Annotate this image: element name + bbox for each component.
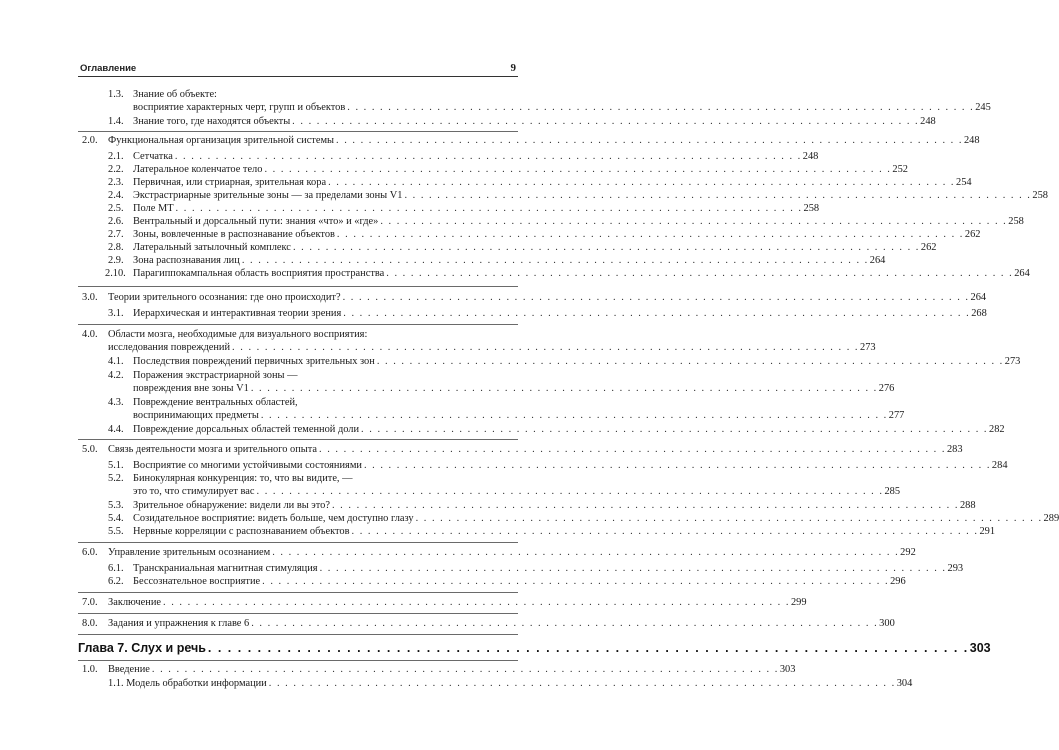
entry-page: 277: [888, 410, 905, 421]
leader-dots: . . . . . . . . . . . . . . . . . . . . . . . . . . . . . . . . . . . . . . . . . . . . . . . . . . . . . . . . . . . . . . . . . . . . . . . . . . . . .: [380, 216, 1008, 227]
toc-entry[interactable]: [108, 215, 1024, 228]
entry-title: Латеральное коленчатое тело: [133, 164, 263, 175]
toc-entry[interactable]: [108, 189, 1048, 202]
entry-leader: [133, 163, 908, 176]
entry-page: 258: [1032, 190, 1048, 201]
toc-entry[interactable]: [108, 163, 908, 176]
entry-leader: [133, 423, 1005, 436]
leader-dots: . . . . . . . . . . . . . . . . . . . . . . . . . . . . . . . . . . . . . . . . . . . . . . . . . . . . . . . . . . . . . . . . . . . . . . . . . . . . .: [260, 410, 888, 421]
entry-page: 268: [971, 308, 987, 319]
entry-number: 2.4.: [108, 190, 124, 201]
entry-title: Зрительное обнаружение: видели ли вы это?: [133, 500, 330, 511]
entry-leader: [108, 341, 876, 354]
entry-page: 285: [884, 486, 901, 497]
toc-entry[interactable]: [82, 617, 895, 630]
leader-dots: . . . . . . . . . . . . . . . . . . . . . . . . . . . . . . . . . . . . . . . . . . . . . . . . . . . . . . . . . . . . . . . . . . . . . . . . . . . . .: [262, 576, 890, 587]
entry-number: 6.1.: [108, 563, 124, 574]
entry-number: 5.4.: [108, 513, 124, 524]
section-divider: [78, 613, 518, 614]
leader-dots: . . . . . . . . . . . . . . . . . . . . . . . . . . . . . . . . . . . . . . . . . . . . . . . . . . . . . . . . . . . . . . . . . . . . . . . . . . . . .: [264, 164, 892, 175]
section-divider: [78, 286, 518, 287]
entry-leader: [133, 575, 906, 588]
toc-entry[interactable]: [108, 355, 1021, 368]
entry-title: Функциональная организация зрительной системы: [108, 135, 335, 146]
toc-entry[interactable]: [108, 307, 987, 320]
entry-title: Поле МТ: [133, 203, 174, 214]
toc-entry[interactable]: [108, 499, 976, 512]
entry-leader: [133, 101, 991, 114]
leader-dots: . . . . . . . . . . . . . . . . . . . . . . . . . . . . . . . . . . . . . . . . . . . . . . . . . . . . . . . . . . . . . . . . . . . . . . . . . . . . .: [272, 547, 900, 558]
leader-dots: . . . . . . . . . . . . . . . . . . . . . . . . . . . . . . . . . . . . . . . . . . . . . . . . . . . . . . . . . . . . . . . . . . . . . . . . . . . . .: [386, 268, 1014, 279]
entry-number: 2.5.: [108, 203, 124, 214]
section-divider: [78, 660, 518, 661]
section-divider: [78, 324, 518, 325]
entry-number: 2.10.: [105, 268, 126, 279]
toc-entry[interactable]: [108, 423, 1005, 436]
entry-number: 3.1.: [108, 308, 124, 319]
entry-leader: [133, 459, 1008, 472]
leader-dots: . . . . . . . . . . . . . . . . . . . . . . . . . . . . . . . . . . . . . . . . . . . . . . . . . . . . . . . . . . . . . . . . . . . . . . . . . . . . .: [292, 116, 920, 127]
entry-number: 8.0.: [82, 618, 98, 629]
toc-entry[interactable]: [133, 409, 905, 422]
entry-leader: [133, 512, 1059, 525]
entry-title: Знание того, где находятся объекты: [133, 116, 291, 127]
entry-number: 2.8.: [108, 242, 124, 253]
entry-number: 5.3.: [108, 500, 124, 511]
toc-entry-number: [108, 88, 133, 101]
entry-title: Парагиппокампальная область восприятия пространства: [133, 268, 385, 279]
toc-entry[interactable]: [82, 546, 916, 559]
entry-title: Повреждение дорсальных областей теменной доли: [133, 424, 360, 435]
entry-leader: [108, 443, 963, 456]
entry-number: 7.0.: [82, 597, 98, 608]
entry-number: 2.3.: [108, 177, 124, 188]
toc-entry[interactable]: [108, 512, 1059, 525]
entry-title: Введение: [108, 664, 150, 675]
entry-number: 3.0.: [82, 292, 98, 303]
toc-entry[interactable]: [108, 341, 876, 354]
entry-title: Последствия повреждений первичных зрительных зон: [133, 356, 375, 367]
leader-dots: . . . . . . . . . . . . . . . . . . . . . . . . . . . . . . . . . . . . . . . . . . . . . . . . . . . . . . . . . . . . . . . . . . . . . . . . . . . . .: [256, 486, 884, 497]
entry-page: 262: [964, 229, 981, 240]
entry-leader: [133, 228, 981, 241]
entry-title: Транскраниальная магнитная стимуляция: [133, 563, 318, 574]
entry-title: Сетчатка: [133, 151, 173, 162]
section-divider: [78, 634, 518, 635]
entry-page: 300: [879, 618, 895, 629]
entry-page: 262: [920, 242, 937, 253]
entry-leader: [133, 525, 996, 538]
entry-title: Области мозга, необходимые для визуального восприятия:: [108, 329, 368, 340]
entry-number: 5.0.: [82, 444, 98, 455]
entry-page: 304: [896, 678, 913, 689]
leader-dots: . . . . . . . . . . . . . . . . . . . . . . . . . . . . . . . . . . . . . . . . . . . . . . . . . . . . . . . . . . . . . . . . . . . . . . . . . . . . .: [342, 292, 970, 303]
entry-number: 5.5.: [108, 526, 124, 537]
entry-page: 264: [970, 292, 987, 303]
entry-leader: [108, 663, 796, 676]
entry-leader: [133, 267, 1030, 280]
leader-dots: . . . . . . . . . . . . . . . . . . . . . . . . . . . . . . . . . . . . . . . . . . . . . . . . . . . . . . . . . . . . . . . . . . . . . . . . . . . . .: [268, 678, 896, 689]
entry-leader: [133, 189, 1048, 202]
leader-dots: . . . . . . . . . . . . . . . . . . . . . . . . . . . . . . . . . . . . . . . . . . . . . . . . . . . . . . . . . . . . . . . . . . . . . . . . . . . . .: [351, 526, 979, 537]
leader-dots: . . . . . . . . . . . . . . . . . . . . . . . . . . . . . . . . . . . . . . . . . . . . . . . . . . . . . . . . . . . . . . . . . . . . . . . . . . . . .: [207, 641, 969, 655]
entry-number: 2.1.: [108, 151, 124, 162]
entry-title: восприятие характерных черт, групп и объектов: [133, 102, 346, 113]
entry-title: 1.1. Модель обработки информации: [108, 678, 267, 689]
header-page-number: 9: [510, 62, 516, 74]
entry-title: Зоны, вовлеченные в распознавание объектов: [133, 229, 335, 240]
entry-page: 293: [947, 563, 964, 574]
leader-dots: . . . . . . . . . . . . . . . . . . . . . . . . . . . . . . . . . . . . . . . . . . . . . . . . . . . . . . . . . . . . . . . . . . . . . . . . . . . . .: [250, 383, 878, 394]
toc-entry[interactable]: [108, 575, 906, 588]
entry-title: повреждения вне зоны V1: [133, 383, 249, 394]
toc-entry-text: [133, 88, 513, 101]
toc-entry[interactable]: [108, 228, 981, 241]
entry-page: 258: [803, 203, 820, 214]
entry-page: 291: [979, 526, 996, 537]
entry-number: 2.0.: [82, 135, 98, 146]
entry-page: 288: [959, 500, 976, 511]
leader-dots: . . . . . . . . . . . . . . . . . . . . . . . . . . . . . . . . . . . . . . . . . . . . . . . . . . . . . . . . . . . . . . . . . . . . . . . . . . . . .: [292, 242, 920, 253]
entry-title: Первичная, или стриарная, зрительная кора: [133, 177, 327, 188]
chapter-title: Глава 7. Слух и речь: [78, 641, 206, 655]
entry-leader: [133, 150, 819, 163]
entry-title: это то, что стимулирует вас: [133, 486, 255, 497]
section-divider: [78, 542, 518, 543]
toc-entry[interactable]: [133, 101, 991, 114]
entry-title: Экстрастриарные зрительные зоны — за пределами зоны V1: [133, 190, 403, 201]
entry-page: 264: [869, 255, 886, 266]
toc-entry[interactable]: [108, 677, 913, 690]
entry-leader: [133, 254, 886, 267]
leader-dots: . . . . . . . . . . . . . . . . . . . . . . . . . . . . . . . . . . . . . . . . . . . . . . . . . . . . . . . . . . . . . . . . . . . . . . . . . . . . .: [175, 203, 803, 214]
entry-number: 4.2.: [108, 370, 124, 381]
entry-number: 5.2.: [108, 473, 124, 484]
header-title: Оглавление: [80, 63, 137, 74]
entry-title: Восприятие со многими устойчивыми состояниями: [133, 460, 362, 471]
entry-title: Знание об объекте:: [133, 89, 217, 100]
toc-entry[interactable]: [108, 459, 1008, 472]
toc-entry[interactable]: [82, 134, 980, 147]
entry-number: 2.9.: [108, 255, 124, 266]
entry-title: Вентральный и дорсальный пути: знания «что» и «где»: [133, 216, 379, 227]
leader-dots: . . . . . . . . . . . . . . . . . . . . . . . . . . . . . . . . . . . . . . . . . . . . . . . . . . . . . . . . . . . . . . . . . . . . . . . . . . . . .: [241, 255, 869, 266]
entry-page: 258: [1008, 216, 1024, 227]
entry-leader: [133, 382, 895, 395]
entry-number: 1.0.: [82, 664, 98, 675]
entry-number: 1.4.: [108, 116, 124, 127]
leader-dots: . . . . . . . . . . . . . . . . . . . . . . . . . . . . . . . . . . . . . . . . . . . . . . . . . . . . . . . . . . . . . . . . . . . . . . . . . . . . .: [376, 356, 1004, 367]
entry-title: Зона распознавания лиц: [133, 255, 240, 266]
entry-number: 4.4.: [108, 424, 124, 435]
entry-number: 2.6.: [108, 216, 124, 227]
entry-leader: [108, 291, 987, 304]
entry-leader: [133, 485, 901, 498]
leader-dots: . . . . . . . . . . . . . . . . . . . . . . . . . . . . . . . . . . . . . . . . . . . . . . . . . . . . . . . . . . . . . . . . . . . . . . . . . . . . .: [415, 513, 1043, 524]
chapter-page: 303: [969, 641, 991, 655]
entry-leader: [108, 617, 895, 630]
entry-number: 1.3.: [108, 89, 124, 100]
leader-dots: . . . . . . . . . . . . . . . . . . . . . . . . . . . . . . . . . . . . . . . . . . . . . . . . . . . . . . . . . . . . . . . . . . . . . . . . . . . . .: [336, 135, 963, 146]
entry-page: 283: [946, 444, 963, 455]
leader-dots: . . . . . . . . . . . . . . . . . . . . . . . . . . . . . . . . . . . . . . . . . . . . . . . . . . . . . . . . . . . . . . . . . . . . . . . . . . . . .: [174, 151, 802, 162]
entry-leader: [133, 215, 1024, 228]
toc-entry-number: [82, 328, 518, 341]
entry-leader: [108, 596, 807, 609]
toc-entry[interactable]: [108, 150, 819, 163]
entry-leader: [133, 355, 1021, 368]
entry-number: 6.2.: [108, 576, 124, 587]
toc-entry[interactable]: [133, 382, 895, 395]
toc-entry[interactable]: [82, 443, 963, 456]
toc-entry[interactable]: [108, 202, 820, 215]
section-divider: [78, 592, 518, 593]
entry-number: 2.7.: [108, 229, 124, 240]
leader-dots: . . . . . . . . . . . . . . . . . . . . . . . . . . . . . . . . . . . . . . . . . . . . . . . . . . . . . . . . . . . . . . . . . . . . . . . . . . . . .: [328, 177, 956, 188]
entry-page: 284: [991, 460, 1008, 471]
toc-entry[interactable]: [105, 267, 1030, 280]
toc-entry[interactable]: [108, 254, 886, 267]
entry-page: 254: [956, 177, 972, 188]
leader-dots: . . . . . . . . . . . . . . . . . . . . . . . . . . . . . . . . . . . . . . . . . . . . . . . . . . . . . . . . . . . . . . . . . . . . . . . . . . . . .: [347, 102, 975, 113]
leader-dots: . . . . . . . . . . . . . . . . . . . . . . . . . . . . . . . . . . . . . . . . . . . . . . . . . . . . . . . . . . . . . . . . . . . . . . . . . . . . .: [319, 444, 946, 455]
entry-page: 245: [975, 102, 991, 113]
leader-dots: . . . . . . . . . . . . . . . . . . . . . . . . . . . . . . . . . . . . . . . . . . . . . . . . . . . . . . . . . . . . . . . . . . . . . . . . . . . . .: [163, 597, 790, 608]
leader-dots: . . . . . . . . . . . . . . . . . . . . . . . . . . . . . . . . . . . . . . . . . . . . . . . . . . . . . . . . . . . . . . . . . . . . . . . . . . . . .: [331, 500, 959, 511]
chapter-heading[interactable]: [78, 640, 991, 656]
entry-leader: [133, 499, 976, 512]
entry-leader: [133, 307, 987, 320]
entry-leader: [108, 677, 913, 690]
entry-title: Заключение: [108, 597, 161, 608]
entry-title: Задания и упражнения к главе 6: [108, 618, 250, 629]
entry-number: 4.0.: [82, 329, 98, 340]
entry-number: 4.3.: [108, 397, 124, 408]
leader-dots: . . . . . . . . . . . . . . . . . . . . . . . . . . . . . . . . . . . . . . . . . . . . . . . . . . . . . . . . . . . . . . . . . . . . . . . . . . . . .: [251, 618, 879, 629]
entry-title: Связь деятельности мозга и зрительного опыта: [108, 444, 318, 455]
entry-page: 276: [878, 383, 895, 394]
toc-entry[interactable]: [82, 663, 796, 676]
toc-entry-number: [108, 369, 518, 382]
entry-title: Повреждение вентральных областей,: [133, 397, 298, 408]
toc-entry-number: [108, 472, 518, 485]
entry-title: Поражения экстрастриарной зоны —: [133, 370, 298, 381]
toc-entry[interactable]: [108, 176, 972, 189]
toc-entry[interactable]: [108, 115, 936, 128]
entry-title: Теории зрительного осознания: где оно происходит?: [108, 292, 341, 303]
leader-dots: . . . . . . . . . . . . . . . . . . . . . . . . . . . . . . . . . . . . . . . . . . . . . . . . . . . . . . . . . . . . . . . . . . . . . . . . . . . . .: [336, 229, 964, 240]
entry-page: 248: [802, 151, 819, 162]
entry-page: 292: [900, 547, 916, 558]
entry-title: Бессознательное восприятие: [133, 576, 261, 587]
toc-entry[interactable]: [108, 525, 996, 538]
entry-leader: [133, 202, 820, 215]
entry-title: Иерархическая и интерактивная теории зрения: [133, 308, 342, 319]
leader-dots: . . . . . . . . . . . . . . . . . . . . . . . . . . . . . . . . . . . . . . . . . . . . . . . . . . . . . . . . . . . . . . . . . . . . . . . . . . . . .: [361, 424, 988, 435]
entry-page: 273: [860, 342, 876, 353]
entry-title: Управление зрительным осознанием: [108, 547, 271, 558]
entry-page: 248: [920, 116, 936, 127]
toc-entry[interactable]: [82, 596, 807, 609]
toc-entry-number: [108, 396, 518, 409]
leader-dots: . . . . . . . . . . . . . . . . . . . . . . . . . . . . . . . . . . . . . . . . . . . . . . . . . . . . . . . . . . . . . . . . . . . . . . . . . . . . .: [151, 664, 779, 675]
entry-leader: [108, 134, 980, 147]
entry-leader: [133, 409, 905, 422]
entry-page: 296: [890, 576, 906, 587]
entry-page: 303: [779, 664, 796, 675]
toc-entry[interactable]: [108, 562, 964, 575]
leader-dots: . . . . . . . . . . . . . . . . . . . . . . . . . . . . . . . . . . . . . . . . . . . . . . . . . . . . . . . . . . . . . . . . . . . . . . . . . . . . .: [363, 460, 991, 471]
entry-title: Нервные корреляции с распознаванием объектов: [133, 526, 350, 537]
entry-title: воспринимающих предметы: [133, 410, 259, 421]
entry-page: 273: [1004, 356, 1021, 367]
section-divider: [78, 131, 518, 132]
toc-entry[interactable]: [133, 485, 901, 498]
entry-page: 264: [1014, 268, 1030, 279]
section-divider: [78, 439, 518, 440]
entry-number: 5.1.: [108, 460, 124, 471]
entry-leader: [108, 546, 916, 559]
entry-page: 282: [989, 424, 1005, 435]
entry-number: 4.1.: [108, 356, 124, 367]
entry-page: 299: [790, 597, 807, 608]
entry-page: 289: [1043, 513, 1059, 524]
entry-title: Латеральный затылочный комплекс: [133, 242, 291, 253]
entry-page: 252: [892, 164, 908, 175]
entry-title: исследования повреждений: [108, 342, 231, 353]
leader-dots: . . . . . . . . . . . . . . . . . . . . . . . . . . . . . . . . . . . . . . . . . . . . . . . . . . . . . . . . . . . . . . . . . . . . . . . . . . . . .: [404, 190, 1032, 201]
leader-dots: . . . . . . . . . . . . . . . . . . . . . . . . . . . . . . . . . . . . . . . . . . . . . . . . . . . . . . . . . . . . . . . . . . . . . . . . . . . . .: [319, 563, 947, 574]
leader-dots: . . . . . . . . . . . . . . . . . . . . . . . . . . . . . . . . . . . . . . . . . . . . . . . . . . . . . . . . . . . . . . . . . . . . . . . . . . . . .: [232, 342, 859, 353]
entry-leader: [133, 115, 936, 128]
toc-entry[interactable]: [82, 291, 987, 304]
entry-title: Созидательное восприятие: видеть больше, чем доступно глазу: [133, 513, 414, 524]
entry-leader: [133, 176, 972, 189]
entry-leader: [133, 241, 937, 254]
entry-title: Бинокулярная конкуренция: то, что вы видите, —: [133, 473, 353, 484]
entry-leader: [133, 562, 964, 575]
entry-number: 2.2.: [108, 164, 124, 175]
entry-page: 248: [963, 135, 980, 146]
toc-entry[interactable]: [108, 241, 937, 254]
entry-number: 6.0.: [82, 547, 98, 558]
leader-dots: . . . . . . . . . . . . . . . . . . . . . . . . . . . . . . . . . . . . . . . . . . . . . . . . . . . . . . . . . . . . . . . . . . . . . . . . . . . . .: [343, 308, 971, 319]
